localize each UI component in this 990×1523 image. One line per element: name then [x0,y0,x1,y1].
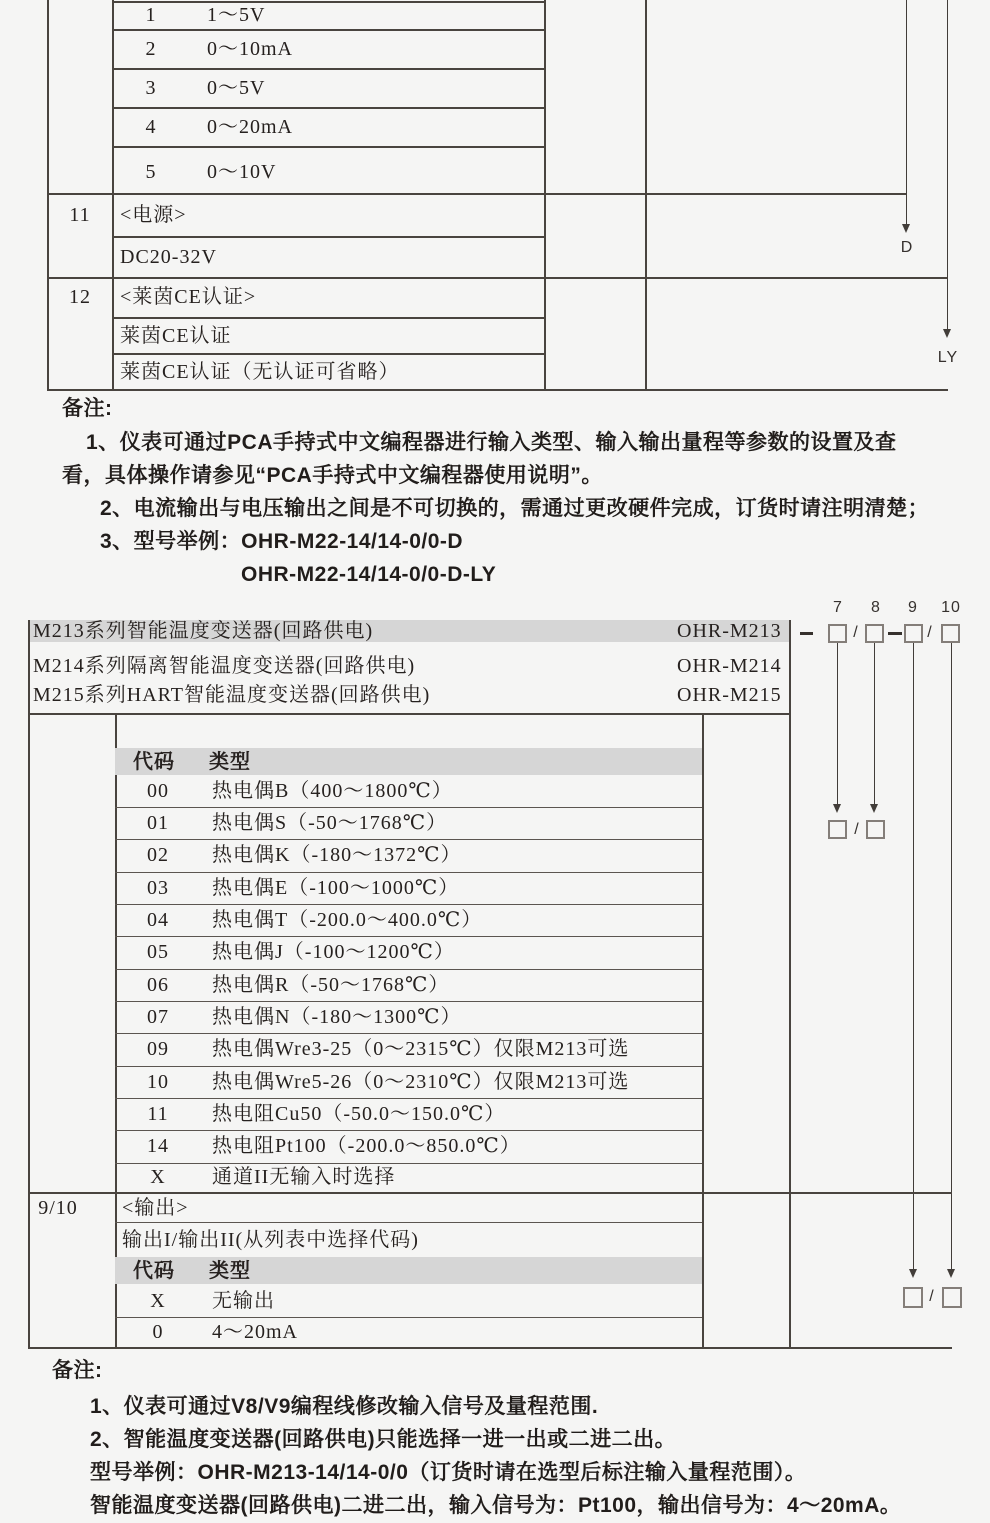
table1-section-divider [47,193,906,195]
table2-row-divider [115,839,702,840]
input-row-type: 热电偶R（-50～1768℃） [212,974,450,996]
table1-bottom-border [47,389,948,391]
notes-bottom-line3: 型号举例：OHR-M213-14/14-0/0（订货时请在选型后标注输入量程范围）。 [90,1461,807,1484]
product-name: M213系列智能温度变送器(回路供电) [33,620,374,642]
signal-code: 5 [145,161,157,183]
dash-separator [800,632,813,635]
row-number: 11 [69,204,91,226]
cert-option: 莱茵CE认证（无认证可省略） [120,361,400,383]
col-header-type: 类型 [209,1260,251,1282]
notes-top-line4: 3、型号举例：OHR-M22-14/14-0/0-D [100,530,464,553]
notes-bottom-line4: 智能温度变送器(回路供电)二进二出，输入信号为：Pt100，输出信号为：4～20mA。 [90,1494,902,1517]
table1-row-divider [112,29,544,31]
input-row-type: 热电偶B（400～1800℃） [212,780,453,802]
input-row-type: 热电偶S（-50～1768℃） [212,812,448,834]
digit-position-7: 7 [833,599,843,616]
output-row-type: 无输出 [212,1290,275,1312]
table2-row-divider [115,1222,702,1223]
notes-top-line3: 2、电流输出与电压输出之间是不可切换的，需通过更改硬件完成，订货时请注明清楚； [100,497,930,520]
input-row-type: 热电偶N（-180～1300℃） [212,1006,462,1028]
table1-row-divider [112,353,544,355]
output-row-code: X [150,1290,166,1312]
signal-code: 4 [145,116,157,138]
table1-row-divider [112,317,544,319]
table2-row-divider [115,969,702,970]
input-row-type: 热电偶T（-200.0～400.0℃） [212,909,483,931]
input-row-code: 06 [147,974,169,996]
table2-row-divider [115,1033,702,1034]
table1-left-border [47,0,49,390]
arrow-line-ly [947,0,948,330]
signal-code: 1 [145,4,157,26]
row-number: 12 [69,286,91,308]
table2-inner-divider [702,713,704,1349]
notes-bottom-line2: 2、智能温度变送器(回路供电)只能选择一进一出或二进二出。 [90,1428,677,1451]
output-code-box-I [903,1287,923,1308]
input-row-code: 11 [147,1103,169,1125]
notes-top-line5: OHR-M22-14/14-0/0-D-LY [241,563,497,586]
digit-position-8: 8 [871,599,881,616]
table2-right-border [789,620,791,1349]
input-row-code: 03 [147,877,169,899]
arrow-head-d-icon [902,224,910,233]
slash-separator: / [927,624,933,641]
signal-value: 0～5V [207,77,266,99]
table1-row-divider [112,146,544,148]
arrow-line-7 [837,643,838,806]
product-model: OHR-M214 [677,655,782,677]
input-row-code: 07 [147,1006,169,1028]
signal-value: 0～10V [207,161,277,183]
arrow-head-8-icon [870,804,878,813]
input-row-type: 热电偶K（-180～1372℃） [212,844,462,866]
table1-col-divider [112,0,114,390]
code-box-10 [941,624,960,643]
table2-row-divider [115,1317,702,1318]
signal-value: 1～5V [207,4,266,26]
product-name: M215系列HART智能温度变送器(回路供电) [33,684,431,706]
cert-header: <莱茵CE认证> [120,286,257,308]
table2-row-divider [115,936,702,937]
table1-inner-divider [544,0,546,390]
table2-top-border [28,713,789,715]
signal-code: 2 [145,38,157,60]
slash-separator: / [929,1288,935,1305]
cert-option: 莱茵CE认证 [120,325,232,347]
arrow-head-ly-icon [943,329,951,338]
notes-top-line2: 看，具体操作请参见“PCA手持式中文编程器使用说明”。 [62,464,603,487]
input-row-code: 02 [147,844,169,866]
table2-section-divider [28,1192,952,1194]
output-header: <输出> [122,1197,189,1219]
table2-col-divider [115,713,117,1349]
signal-value: 0～20mA [207,116,293,138]
col-header-type: 类型 [209,751,251,773]
slash-separator: / [854,821,860,838]
table2-row-divider [115,1130,702,1131]
code-header-bar [115,1257,702,1284]
signal-code: 3 [145,77,157,99]
product-model: OHR-M213 [677,620,782,642]
power-value: DC20-32V [120,246,217,268]
table1-section-divider [47,277,948,279]
product-model: OHR-M215 [677,684,782,706]
input-code-box-II [866,820,885,839]
code-box-9 [904,624,923,643]
input-row-type: 热电偶E（-100～1000℃） [212,877,460,899]
input-code-box-I [828,820,847,839]
col-header-code: 代码 [133,751,175,773]
input-row-code: X [150,1166,166,1188]
power-header: <电源> [120,204,187,226]
notes-top-line1: 1、仪表可通过PCA手持式中文编程器进行输入类型、输入输出量程等参数的设置及查 [86,431,897,454]
output-row-code: 0 [152,1321,164,1343]
input-row-code: 14 [147,1135,169,1157]
table1-row-divider [112,107,544,109]
table2-row-divider [115,807,702,808]
code-box-8 [865,624,884,643]
notes-bottom-title: 备注: [52,1359,103,1382]
input-row-code: 09 [147,1038,169,1060]
input-row-code: 00 [147,780,169,802]
output-description: 输出I/输出II(从列表中选择代码) [122,1229,419,1251]
input-row-type: 热电阻Cu50（-50.0～150.0℃） [212,1103,506,1125]
table2-left-border [28,620,30,1349]
table2-row-divider [115,1098,702,1099]
table2-bottom-border [28,1347,952,1349]
code-header-bar [115,748,702,775]
arrow-head-7-icon [833,804,841,813]
code-box-7 [828,624,847,643]
arrow-line-d [906,0,907,225]
slash-separator: / [853,624,859,641]
col-header-code: 代码 [133,1260,175,1282]
table2-row-divider [115,1066,702,1067]
signal-value: 0～10mA [207,38,293,60]
table2-row-divider [115,872,702,873]
table1-row-divider [112,68,544,70]
arrow-label-ly: LY [937,349,959,366]
table2-row-divider [115,904,702,905]
table1-row-divider [112,236,544,238]
input-row-code: 05 [147,941,169,963]
arrow-line-8 [874,643,875,806]
output-row-type: 4～20mA [212,1321,298,1343]
input-row-code: 01 [147,812,169,834]
input-row-type: 热电偶J（-100～1200℃） [212,941,455,963]
arrow-line-10 [951,643,952,1271]
input-row-code: 10 [147,1071,169,1093]
table2-row-divider [115,1163,702,1164]
input-row-type: 热电阻Pt100（-200.0～850.0℃） [212,1135,521,1157]
arrow-head-10-icon [947,1269,955,1278]
input-row-code: 04 [147,909,169,931]
notes-top-title: 备注: [62,397,113,420]
digit-position-9: 9 [908,599,918,616]
table1-inner-divider2 [645,0,647,390]
table1-row-divider [112,1,544,3]
arrow-head-9-icon [909,1269,917,1278]
output-code-box-II [942,1287,962,1308]
product-name: M214系列隔离智能温度变送器(回路供电) [33,655,416,677]
input-row-type: 通道II无输入时选择 [212,1166,396,1188]
notes-bottom-line1: 1、仪表可通过V8/V9编程线修改输入信号及量程范围. [90,1395,599,1418]
arrow-line-9 [913,643,914,1271]
input-row-type: 热电偶Wre5-26（0～2310℃）仅限M213可选 [212,1071,630,1093]
digit-position-10: 10 [941,599,961,616]
dash-separator [888,632,902,635]
input-row-type: 热电偶Wre3-25（0～2315℃）仅限M213可选 [212,1038,630,1060]
table2-row-divider [115,1001,702,1002]
arrow-label-d: D [900,239,914,256]
output-row-number: 9/10 [38,1197,78,1219]
